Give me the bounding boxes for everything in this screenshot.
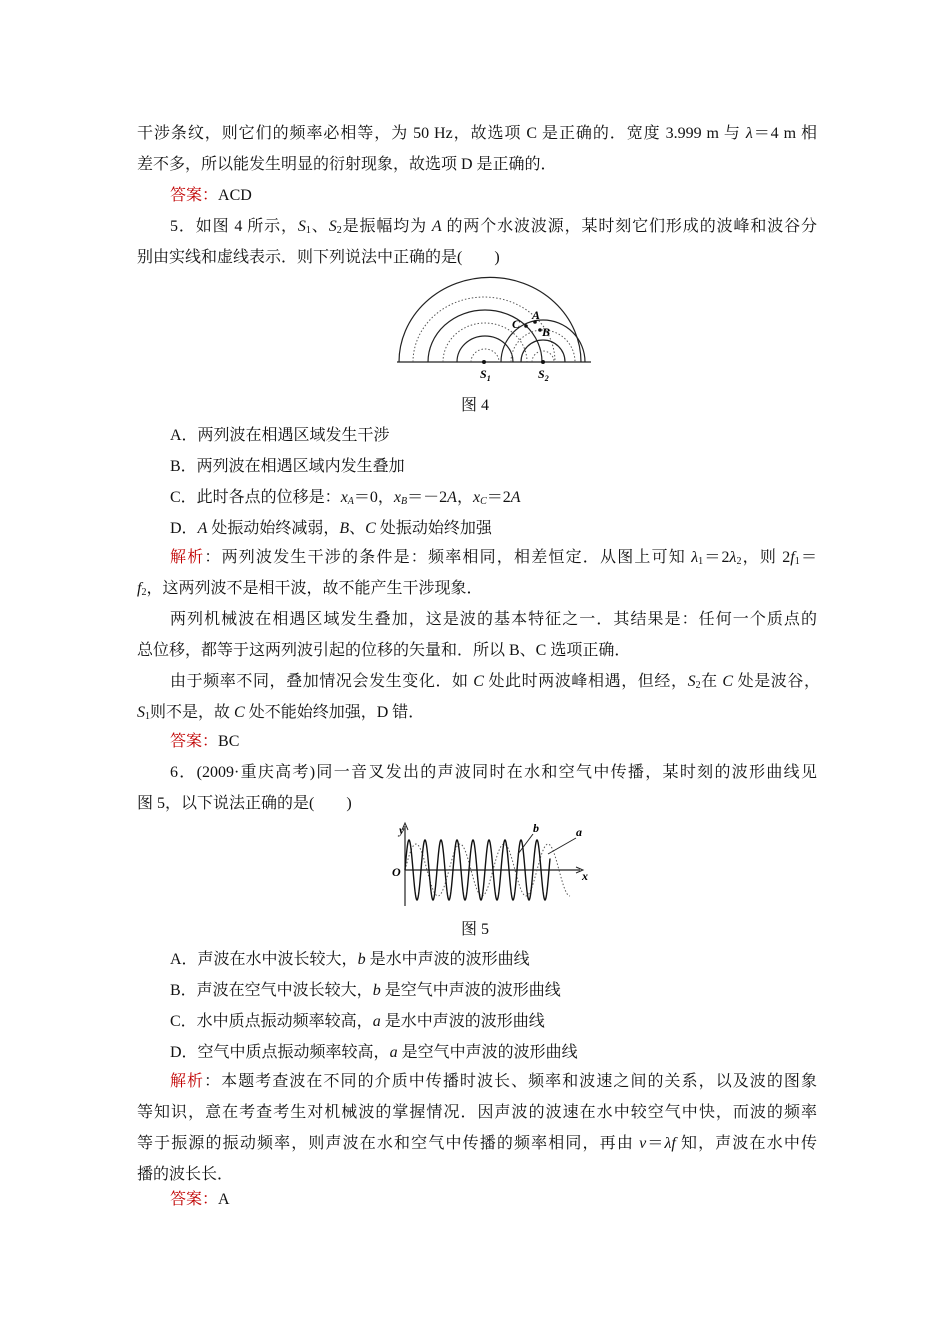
option-text: D．: [170, 520, 198, 537]
analysis-text: 则不是，故: [150, 704, 235, 721]
answer-value: A: [218, 1191, 230, 1208]
analysis-text: 处是波谷，: [733, 673, 820, 690]
q6-analysis-line-3: [137, 1134, 817, 1154]
s2-crest-2: [521, 340, 565, 362]
answer-label: 答案：: [170, 733, 219, 750]
s-symbol: S: [687, 673, 696, 690]
figure-5-caption: 图 5: [460, 921, 489, 938]
intro-line-1: [137, 124, 817, 144]
answer-line: [170, 186, 850, 206]
sub-c: C: [480, 496, 487, 507]
analysis-label: 解析: [170, 1073, 205, 1090]
answer-label: 答案：: [170, 1191, 219, 1208]
q6-option-d: [170, 1043, 850, 1063]
intro-line-2: 差不多，所以能发生明显的衍射现象，故选项 D 是正确的．: [137, 156, 557, 173]
s1-trough-1: [413, 297, 555, 362]
s1-trough-3: [471, 349, 499, 362]
sub: 2: [736, 556, 742, 567]
analysis-text: ＝: [646, 1135, 665, 1152]
analysis-text: ，这两列波不是相干波，故不能产生干涉现象．: [146, 580, 483, 597]
label-x: x: [582, 869, 588, 883]
f-symbol: f: [137, 580, 142, 597]
answer-label: 答案：: [170, 187, 219, 204]
q5-stem-line-2: 别由实线和虚线表示．则下列说法中正确的是( ): [137, 249, 500, 266]
label-a-pointer: [548, 838, 576, 854]
q6-option-b: [170, 981, 850, 1001]
label-a: a: [576, 825, 582, 839]
q6-answer-line: [170, 1190, 850, 1210]
sub: 2: [695, 680, 701, 691]
option-text: ＝2: [486, 489, 511, 506]
point-symbol: C: [722, 673, 734, 690]
amplitude-symbol: A: [510, 489, 521, 506]
analysis-text: ＝2: [703, 549, 730, 566]
q5-text: 是振幅均为: [341, 218, 432, 235]
q6-analysis-line-2: 等知识，意在考查考生对机械波的掌握情况．因声波的波速在水中较空气中快，而波的频率: [137, 1104, 817, 1121]
q5-text: 的两个水波波源，某时刻它们形成的波峰和波谷分: [441, 218, 817, 235]
q6-option-a: [170, 950, 850, 970]
analysis-text: 两列波发生干涉的条件是：频率相同，相差恒定．从图上可知: [221, 549, 692, 566]
q6-analysis-line-4: 播的波长长．: [137, 1166, 234, 1183]
analysis-text: ：: [204, 549, 222, 566]
f-symbol: f: [671, 1135, 676, 1152]
q5-option-a: A．两列波在相遇区域发生干涉: [170, 427, 390, 444]
point-symbol: C: [473, 673, 484, 690]
s1-sub: 1: [305, 225, 311, 236]
curve-symbol: b: [372, 982, 381, 999]
q5-analysis-line-5: [170, 672, 820, 692]
answer-value: BC: [218, 733, 240, 750]
point-c: [524, 324, 528, 328]
sub: 1: [794, 556, 800, 567]
analysis-text: ，则 2: [741, 549, 791, 566]
q6-stem-line-2: 图 5，以下说法正确的是( ): [137, 795, 352, 812]
analysis-text: 处此时两波峰相遇，但经，: [483, 673, 688, 690]
label-s2: $S_2$: [538, 367, 549, 383]
label-b: B: [542, 325, 551, 339]
label-c: C: [512, 317, 521, 331]
intro-text: ＝4 m 相: [752, 125, 817, 142]
option-text: B．声波在空气中波长较大，: [170, 982, 373, 999]
s2-point: [541, 360, 545, 364]
option-text: 是水中声波的波形曲线: [365, 951, 530, 968]
analysis-label: 解析: [170, 549, 205, 566]
sub: 1: [698, 556, 704, 567]
lambda-symbol: λ: [745, 125, 753, 142]
analysis-text: 本题考查波在不同的介质中传播时波长、频率和波速之间的关系，以及波的图象: [221, 1073, 817, 1090]
x-symbol: x: [472, 489, 481, 506]
q5-text: 5．如图 4 所示，: [170, 218, 298, 235]
option-text: 处振动始终减弱，: [207, 520, 340, 537]
option-text: D．空气中质点振动频率较高，: [170, 1044, 390, 1061]
analysis-text: 在: [700, 673, 723, 690]
f-symbol: f: [790, 549, 795, 566]
q5-option-d: [170, 519, 850, 539]
point-symbol: C: [234, 704, 245, 721]
sub-b: B: [401, 496, 408, 507]
analysis-text: 知，声波在水中传: [675, 1135, 817, 1152]
option-text: ＝－2: [407, 489, 448, 506]
q6-option-c: [170, 1012, 850, 1032]
q5-option-b: B．两列波在相遇区域内发生叠加: [170, 458, 405, 475]
option-text: 、: [349, 520, 366, 537]
q5-analysis-line-4: 总位移，都等于这两列波引起的位移的矢量和．所以 B、C 选项正确．: [137, 642, 631, 659]
q5-answer-line: [170, 732, 850, 752]
figure-4-wave-interference: [395, 278, 595, 384]
option-text: A．声波在水中波长较大，: [170, 951, 358, 968]
s1-symbol: S: [297, 218, 306, 235]
analysis-text: ＝: [799, 549, 817, 566]
option-text: ，: [456, 489, 473, 506]
intro-text: 干涉条纹，则它们的频率必相等，为 50 Hz，故选项 C 是正确的．宽度 3.999 m 与: [137, 125, 746, 142]
point-symbol: A: [197, 520, 208, 537]
amplitude-symbol: A: [431, 218, 442, 235]
option-text: C．水中质点振动频率较高，: [170, 1013, 373, 1030]
s2-symbol: S: [328, 218, 337, 235]
curve-symbol: b: [357, 951, 366, 968]
curve-symbol: a: [372, 1013, 381, 1030]
v-symbol: v: [639, 1135, 647, 1152]
option-text: 是空气中声波的波形曲线: [380, 982, 561, 999]
option-text: 处振动始终加强: [375, 520, 492, 537]
q5-analysis-line-3: 两列机械波在相遇区域发生叠加，这是波的基本特征之一．其结果是：任何一个质点的: [170, 611, 817, 628]
analysis-text: 处不能始终加强，D 错．: [244, 704, 425, 721]
label-origin: O: [392, 865, 401, 879]
s-symbol: S: [137, 704, 145, 721]
amplitude-symbol: A: [447, 489, 457, 506]
s1-point: [482, 360, 486, 364]
q5-analysis-line-6: [137, 703, 817, 723]
curve-symbol: a: [389, 1044, 398, 1061]
option-text: ＝0，: [353, 489, 394, 506]
lambda-symbol: λ: [729, 549, 737, 566]
label-s1: $S_1$: [480, 367, 491, 383]
sub-a: A: [347, 496, 354, 507]
lambda-symbol: λ: [664, 1135, 672, 1152]
label-b: b: [533, 821, 539, 835]
lambda-symbol: λ: [691, 549, 699, 566]
q5-analysis-line-2: [137, 579, 817, 599]
analysis-text: 等于振源的振动频率，则声波在水和空气中传播的频率相同，再由: [137, 1135, 640, 1152]
analysis-text: 由于频率不同，叠加情况会发生变化．如: [170, 673, 474, 690]
option-text: 是空气中声波的波形曲线: [397, 1044, 578, 1061]
figure-5-waveforms: [390, 820, 590, 912]
q5-text: 、: [310, 218, 329, 235]
point-symbol: C: [365, 520, 376, 537]
s2-sub: 2: [336, 225, 342, 236]
q5-option-c: [170, 488, 850, 508]
q6-analysis-line-1: [170, 1072, 817, 1092]
q5-analysis-line-1: [170, 548, 817, 568]
q6-stem-line-1: 6．(2009·重庆高考)同一音叉发出的声波同时在水和空气中传播，某时刻的波形曲线见: [170, 764, 817, 781]
figure-4-caption: 图 4: [460, 397, 489, 414]
sub: 1: [145, 711, 150, 722]
analysis-text: ：: [204, 1073, 222, 1090]
q5-stem-line-1: [170, 217, 817, 237]
label-y: y: [399, 823, 405, 837]
x-symbol: x: [393, 489, 402, 506]
label-a: A: [532, 308, 541, 322]
answer-value: ACD: [218, 187, 252, 204]
sub: 2: [141, 587, 147, 598]
x-symbol: x: [340, 489, 348, 506]
option-text: C．此时各点的位移是：: [170, 489, 341, 506]
option-text: 是水中声波的波形曲线: [380, 1013, 545, 1030]
point-symbol: B: [339, 520, 350, 537]
